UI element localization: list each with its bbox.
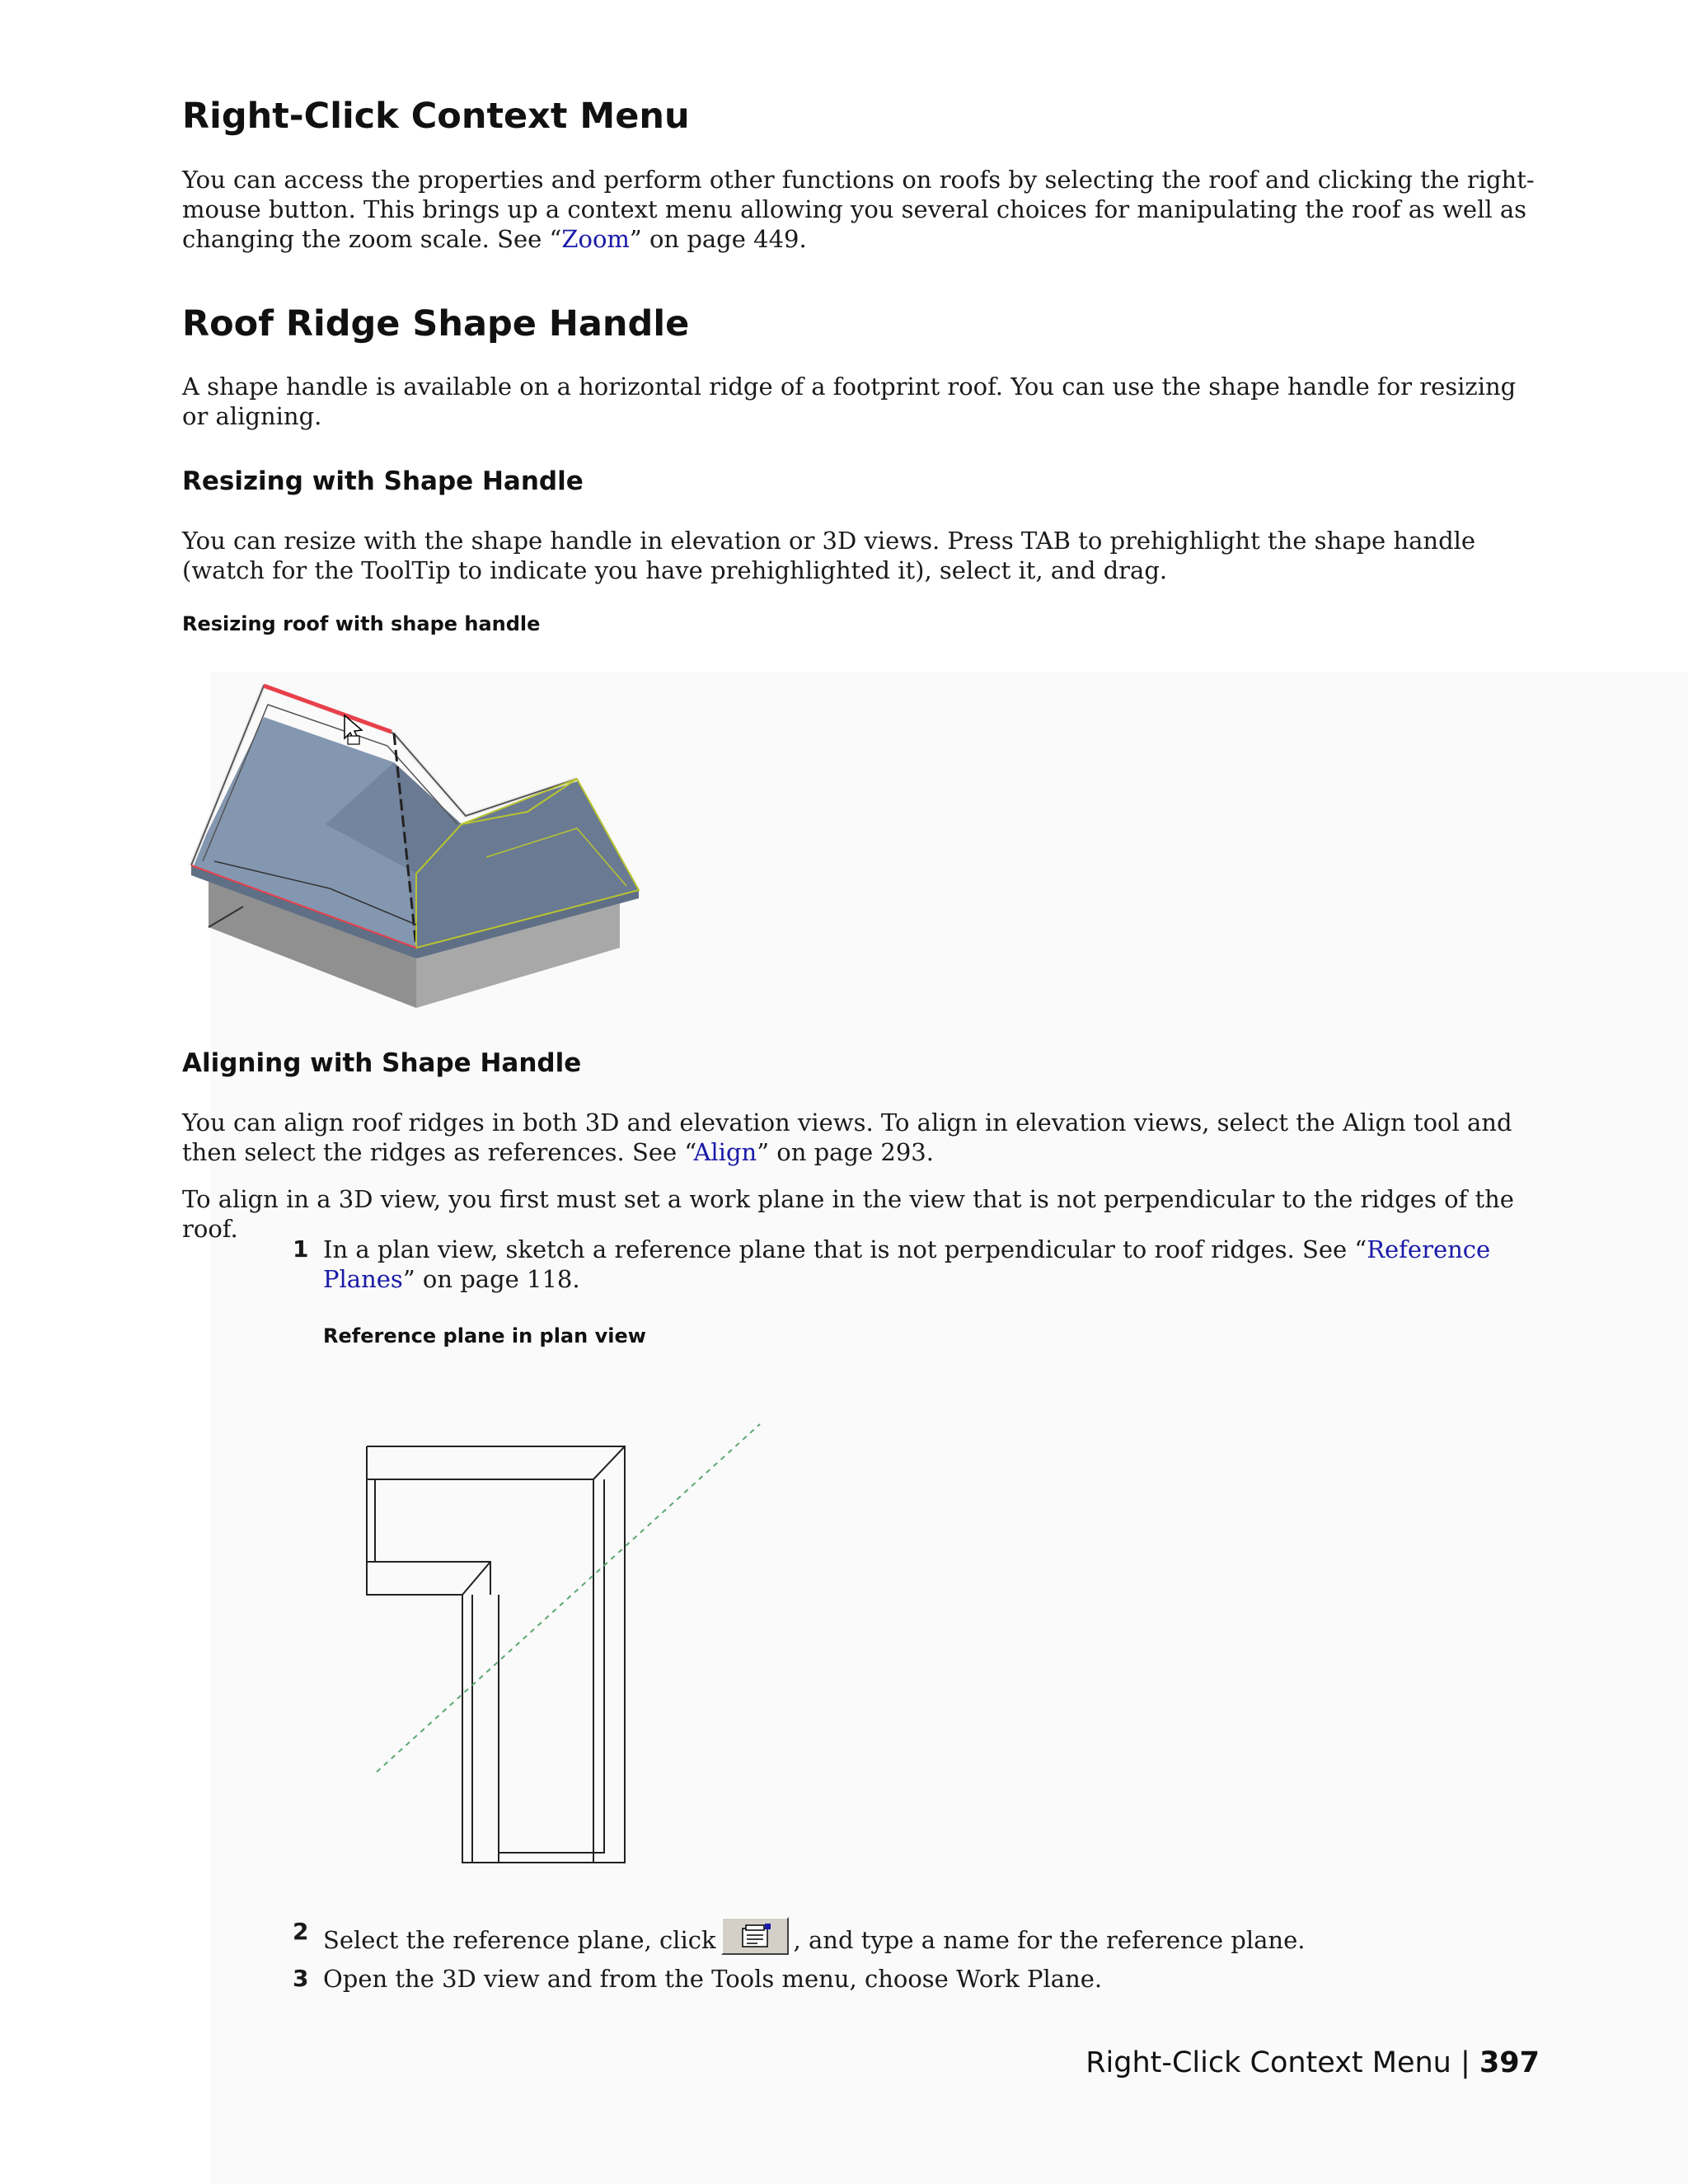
figure-caption-resizing: Resizing roof with shape handle [182, 612, 541, 635]
footer-separator: | [1461, 2046, 1470, 2079]
step-1 [293, 1235, 1545, 1294]
heading-aligning: Aligning with Shape Handle [182, 1048, 582, 1078]
step-number: 1 [293, 1235, 309, 1263]
wall-outline [367, 1446, 625, 1863]
step-number: 3 [293, 1965, 309, 1992]
step-3 [293, 1964, 1545, 1997]
context-menu-paragraph: You can access the properties and perform other functions on roofs by selecting the roof and clicking the right-mouse button. This brings up a context menu allowing you several choices for manipulating the roof as well as changing the zoom scale. See “Zoom” on page 449. [182, 166, 1535, 253]
resizing-paragraph: You can resize with the shape handle in elevation or 3D views. Press TAB to prehighlight the shape handle (watch for the ToolTip to indicate you have prehighlighted it), select it, and drag. [182, 527, 1476, 584]
ridge-intro-paragraph: A shape handle is available on a horizontal ridge of a footprint roof. You can use the shape handle for resizing or aligning. [182, 373, 1517, 430]
aligning-paragraph-2: To align in a 3D view, you first must set a work plane in the view that is not perpendicular to the ridges of the roof. [182, 1185, 1514, 1243]
step-text: Select the reference plane, click , and type a name for the reference plane. [323, 1917, 1543, 1955]
step-2 [293, 1902, 1545, 1954]
link-zoom[interactable]: Zoom [561, 225, 630, 253]
heading-context-menu: Right-Click Context Menu [182, 96, 690, 137]
aligning-paragraph-1: You can align roof ridges in both 3D and elevation views. To align in elevation views, select the Align tool and then select the ridges as references. See “Align” on page 293. [182, 1108, 1512, 1166]
page-footer [1085, 2046, 1540, 2079]
step-text: In a plan view, sketch a reference plane that is not perpendicular to roof ridges. See “Reference Planes” on page 118. [323, 1235, 1491, 1293]
step-number: 2 [293, 1918, 309, 1945]
heading-roof-ridge: Roof Ridge Shape Handle [182, 303, 690, 344]
properties-icon [739, 1924, 772, 1948]
heading-resizing: Resizing with Shape Handle [182, 466, 584, 496]
plan-view-figure [346, 1401, 775, 1879]
step-text: Open the 3D view and from the Tools menu, choose Work Plane. [323, 1965, 1103, 1993]
figure-caption-plan: Reference plane in plan view [323, 1324, 646, 1347]
roof-3d-figure [181, 672, 651, 1018]
properties-button[interactable] [721, 1917, 789, 1955]
footer-title: Right-Click Context Menu [1085, 2046, 1451, 2079]
reference-plane-line [377, 1424, 760, 1772]
link-reference-planes[interactable]: Reference Planes [323, 1235, 1491, 1293]
page-number: 397 [1479, 2046, 1540, 2079]
link-align[interactable]: Align [693, 1138, 757, 1166]
